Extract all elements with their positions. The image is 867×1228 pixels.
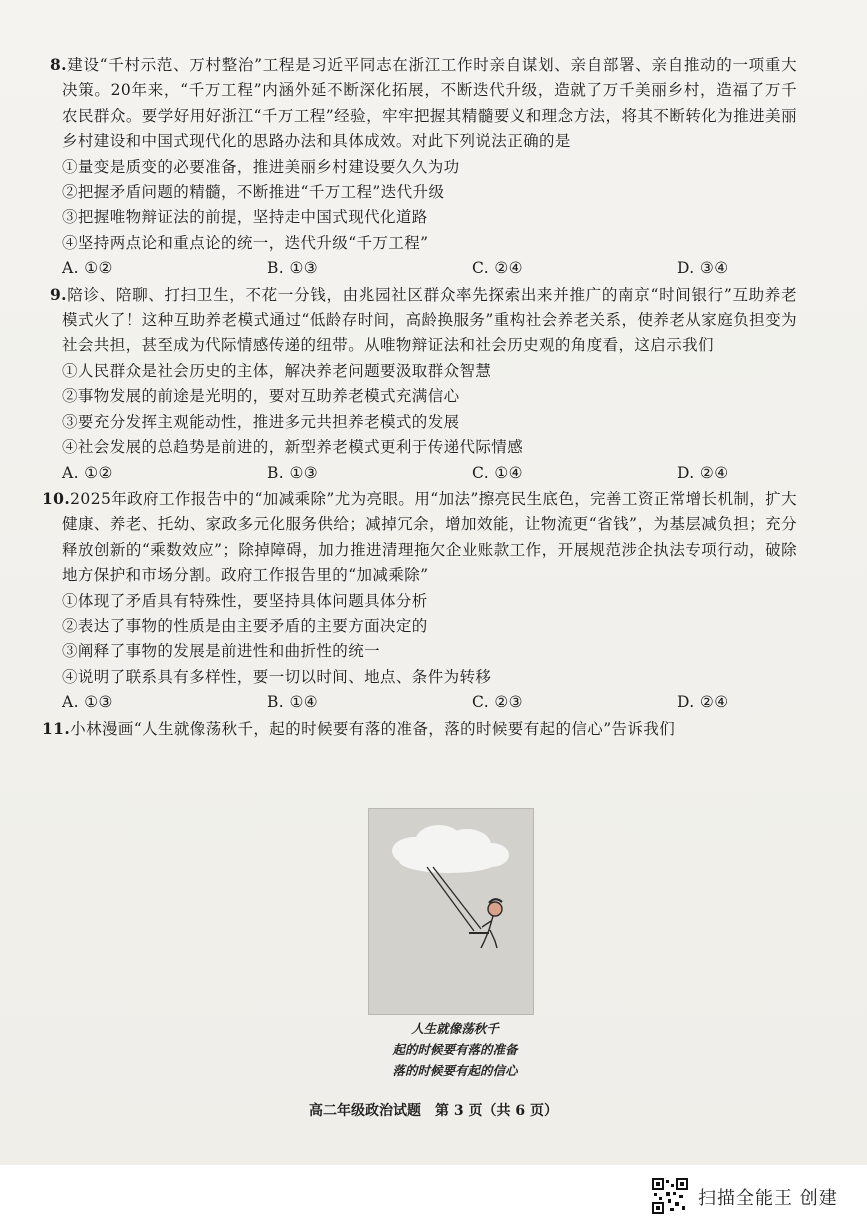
question-8-option-4: ④坚持两点论和重点论的统一，迭代升级“千万工程” (62, 233, 429, 252)
question-8-option-3: ③把握唯物辩证法的前提，坚持走中国式现代化道路 (62, 208, 428, 227)
question-9-stem (50, 282, 797, 359)
question-8 (50, 52, 797, 282)
question-10-stem (42, 486, 797, 589)
question-9-text: 陪诊、陪聊、打扫卫生，不花一分钱，由兆园社区群众率先探索出来并推广的南京“时间银行”互助养老模式火了！这种互助养老模式通过“低龄存时间，高龄换服务”重构社会养老关系，使养老从家庭负担变为社会共担，甚至成为代际情感传递的纽带。从唯物辩证法和社会历史观的角度看，这启示我们 (62, 285, 797, 355)
question-8-option-2: ②把握矛盾问题的精髓，不断推进“千万工程”迭代升级 (62, 183, 445, 202)
choice-c[interactable]: C. ②④ (472, 259, 523, 278)
question-10-option-1: ①体现了矛盾具有特殊性，要坚持具体问题具体分析 (62, 591, 428, 610)
choice-b[interactable]: B. ①④ (267, 693, 319, 712)
caption-line-1: 人生就像荡秋千 (411, 1021, 499, 1036)
caption-line-2: 起的时候要有落的准备 (392, 1042, 518, 1057)
cartoon-caption (370, 1018, 540, 1081)
question-10-option-3: ③阐释了事物的发展是前进性和曲折性的统一 (62, 642, 381, 661)
choice-d[interactable]: D. ③④ (677, 259, 729, 278)
question-9-choices (62, 461, 767, 486)
swing-cartoon-drawing (369, 809, 533, 1014)
question-11 (42, 716, 797, 742)
person-figure (481, 899, 502, 948)
question-9-option-2: ②事物发展的前途是光明的，要对互助养老模式充满信心 (62, 387, 460, 406)
choice-a[interactable]: A. ①② (62, 259, 113, 278)
question-10 (42, 486, 797, 716)
choice-d[interactable]: D. ②④ (677, 463, 729, 482)
swing-rope (427, 867, 489, 933)
caption-line-3: 落的时候要有起的信心 (392, 1063, 518, 1078)
question-9 (50, 282, 797, 486)
question-8-text: 建设“千村示范、万村整治”工程是习近平同志在浙江工作时亲自谋划、亲自部署、亲自推动的一项重大决策。20年来，“千万工程”内涵外延不断深化拓展，不断迭代升级，造就了万千美丽乡村，造福了万千农民群众。要学好用好浙江“千万工程”经验，牢牢把握其精髓要义和理念方法，将其不断转化为推进美丽乡村建设和中国式现代化的思路办法和具体成效。对此下列说法正确的是 (62, 56, 797, 151)
choice-a[interactable]: A. ①③ (62, 693, 113, 712)
question-8-option-1: ①量变是质变的必要准备，推进美丽乡村建设要久久为功 (62, 157, 460, 176)
question-11-stem (42, 716, 797, 742)
page-footer: 高二年级政治试题 第 3 页（共 6 页） (309, 1103, 558, 1119)
question-9-option-4: ④社会发展的总趋势是前进的，新型养老模式更利于传递代际情感 (62, 438, 524, 457)
watermark-text: 扫描全能王 创建 (698, 1188, 838, 1209)
question-9-number: 9. (50, 284, 67, 304)
question-10-choices (62, 690, 767, 715)
choice-d[interactable]: D. ②④ (677, 693, 729, 712)
question-10-number: 10. (42, 488, 71, 508)
choice-b[interactable]: B. ①③ (267, 259, 319, 278)
swing-cartoon (368, 808, 534, 1015)
choice-b[interactable]: B. ①③ (267, 463, 319, 482)
question-10-option-2: ②表达了事物的性质是由主要矛盾的主要方面决定的 (62, 616, 428, 635)
question-9-option-3: ③要充分发挥主观能动性，推进多元共担养老模式的发展 (62, 412, 460, 431)
choice-c[interactable]: C. ①④ (472, 463, 523, 482)
choice-a[interactable]: A. ①② (62, 463, 113, 482)
question-10-text: 2025年政府工作报告中的“加减乘除”尤为亮眼。用“加法”擦亮民生底色，完善工资正常增长机制，扩大健康、养老、托幼、家政多元化服务供给；减掉冗余，增加效能，让物流更“省钱”，为基层减负担；充分释放创新的“乘数效应”；除掉障碍，加力推进清理拖欠企业账款工作，开展规范涉企执法专项行动，破除地方保护和市场分割。政府工作报告里的“加减乘除” (62, 489, 797, 585)
question-10-option-4: ④说明了联系具有多样性，要一切以时间、地点、条件为转移 (62, 667, 492, 686)
question-11-text: 小林漫画“人生就像荡秋千，起的时候要有落的准备，落的时候要有起的信心”告诉我们 (70, 719, 676, 738)
question-9-option-1: ①人民群众是社会历史的主体，解决养老问题要汲取群众智慧 (62, 361, 492, 380)
question-8-choices (62, 256, 767, 281)
choice-c[interactable]: C. ②③ (472, 693, 523, 712)
question-8-stem (50, 52, 797, 155)
question-8-number: 8. (50, 55, 67, 74)
exam-content (42, 52, 797, 742)
cloud-icon (392, 825, 509, 873)
question-11-number: 11. (42, 718, 71, 738)
qr-code-icon (652, 1178, 688, 1214)
